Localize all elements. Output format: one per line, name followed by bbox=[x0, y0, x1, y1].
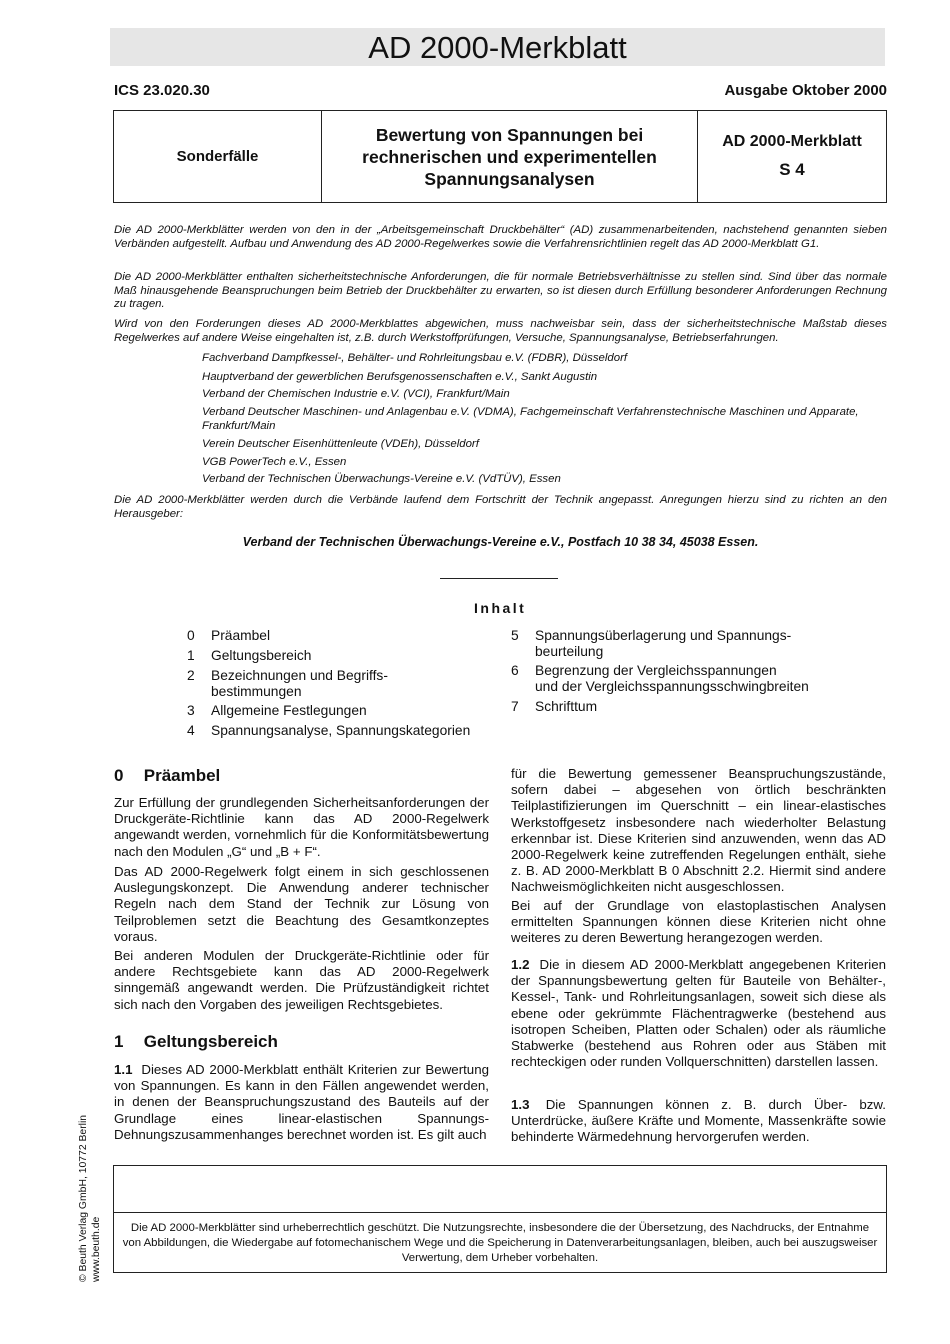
association-item: Fachverband Dampfkessel-, Behälter- und Rohrleitungsbau e.V. (FDBR), Düsseldorf bbox=[202, 352, 628, 364]
toc-entry-number: 2 bbox=[187, 668, 195, 683]
section-title: Präambel bbox=[143, 766, 221, 785]
footer-box bbox=[113, 1165, 887, 1273]
section-number: 0 bbox=[114, 766, 124, 785]
toc-entry-number: 6 bbox=[511, 663, 519, 678]
toc-entry[interactable] bbox=[511, 663, 845, 695]
paragraph-number: 1.3 bbox=[511, 1097, 530, 1112]
paragraph-text: Dieses AD 2000-Merkblatt enthält Kriterien zur Bewertung von Spannungen. Es kann in den Fällen angewendet werden, in denen der Beanspruchungszustand des Bauteils auf der Grundlage eines linear-elastischen Spannungs-Dehnungszusammenhanges berechnet worden ist. Es gilt auch bbox=[114, 1062, 489, 1142]
edition-date: Ausgabe Oktober 2000 bbox=[724, 82, 887, 99]
toc-entry[interactable] bbox=[187, 648, 511, 664]
association-item: VGB PowerTech e.V., Essen bbox=[202, 456, 347, 468]
intro-paragraph-3: Wird von den Forderungen dieses AD 2000-Merkblattes abgewichen, muss nachweisbar sein, dass der sicherheitstechnische Maßstab dieses Regelwerkes auf andere Weise eingehalten ist, z.B. durch Werkstoffprüfungen, Versuche, Spannungsanalyse, Betriebserfahrungen. bbox=[114, 318, 887, 344]
paragraph-text: Die Spannungen können z. B. durch Über- bzw. Unterdrücke, äußere Kräfte und Momente, Massenkräfte sowie behinderte Wärmedehnung hervorgerufen werden. bbox=[511, 1097, 886, 1145]
document-title: AD 2000-Merkblatt bbox=[368, 30, 627, 65]
toc-entry-title: Begrenzung der Vergleichsspannungen und der Vergleichsspannungsschwingbreiten bbox=[535, 663, 809, 694]
toc-entry[interactable] bbox=[187, 703, 511, 719]
toc-entry-number: 1 bbox=[187, 648, 195, 663]
association-item: Verein Deutscher Eisenhüttenleute (VDEh), Düsseldorf bbox=[202, 438, 479, 450]
intro-paragraph-4: Die AD 2000-Merkblätter werden durch die Verbände laufend dem Fortschritt der Technik angepasst. Anregungen hierzu sind zu richten an den Herausgeber: bbox=[114, 494, 887, 520]
preamble-paragraph-2: Das AD 2000-Regelwerk folgt einem in sich geschlossenen Auslegungskonzept. Die Anwendung anderer technischer Regeln nach dem Stand der Technik zur Lösung von Teilproblemen setzt die Beachtung des Gesamtkonzeptes voraus. bbox=[114, 864, 489, 944]
sheet-id-cell bbox=[698, 111, 886, 202]
category-cell bbox=[114, 111, 322, 202]
section-number: 1 bbox=[114, 1032, 124, 1051]
toc-title: Inhalt bbox=[474, 600, 527, 616]
scope-paragraph-1-2 bbox=[511, 957, 886, 1070]
copyright-notice: Die AD 2000-Merkblätter sind urheberrechtlich geschützt. Die Nutzungsrechte, insbesondere die der Übersetzung, des Nachdrucks, der Entnahme von Abbildungen, die Wiedergabe auf fotomechanischem Wege und die Speicherung in Datenverarbeitungsanlagen, bleiben, auch bei auszugsweiser Verwertung, dem Urheber vorbehalten. bbox=[122, 1222, 878, 1264]
association-item: Verband Deutscher Maschinen- und Anlagenbau e.V. (VDMA), Fachgemeinschaft Verfahrenstechnische Maschinen und Apparate, Frankfurt/Main bbox=[202, 406, 859, 432]
toc-entry-title: Präambel bbox=[211, 628, 271, 643]
association-item: Verband der Technischen Überwachungs-Vereine e.V. (VdTÜV), Essen bbox=[202, 473, 561, 485]
publisher-website: www.beuth.de bbox=[90, 1216, 102, 1282]
publisher-credit: © Beuth Verlag GmbH, 10772 Berlin bbox=[78, 1114, 89, 1282]
toc-entry[interactable] bbox=[511, 699, 835, 715]
toc-entry-number: 3 bbox=[187, 703, 195, 718]
section-title: Geltungsbereich bbox=[143, 1032, 278, 1051]
toc-entry[interactable] bbox=[187, 628, 511, 644]
preamble-paragraph-3: Bei anderen Modulen der Druckgeräte-Richtlinie oder für andere Rechtsgebiete kann das AD 2000-Regelwerk sinngemäß angewandt werden. Die Prüfzuständigkeit richtet sich nach den Vorgaben des jeweiligen Rechtsgebietes. bbox=[114, 948, 489, 1012]
toc-entry-number: 7 bbox=[511, 699, 519, 714]
toc-right-column bbox=[511, 628, 851, 718]
section-heading-scope bbox=[114, 1032, 278, 1052]
intro-paragraph-1: Die AD 2000-Merkblätter werden von den in der „Arbeitsgemeinschaft Druckbehälter“ (AD) zusammenarbeitenden, nachstehend genannten sieben Verbänden aufgestellt. Aufbau und Anwendung des AD 2000-Regelwerkes sowie die Verfahrensrichtlinien regelt das AD 2000-Merkblatt G1. bbox=[114, 224, 887, 250]
paragraph-text: Die in diesem AD 2000-Merkblatt angegebenen Kriterien der Spannungsbewertung gelten für Bauteile von Behälter-, Kessel-, Tank- und Rohrleitungsanlagen, soweit sich diese als ebene oder gekrümmte Flächentragwerke (bestehend aus isotropen Scheiben, Platten oder Schalen) oder als räumliche Stabwerke (bestehend aus Rohren oder aus Stäben mit rechteckigen oder runden Vollquerschnitten) darstellen lassen. bbox=[511, 957, 886, 1070]
footer-divider bbox=[114, 1212, 886, 1213]
toc-entry-title: Spannungsüberlagerung und Spannungs- beurteilung bbox=[535, 628, 792, 659]
publisher-address: Verband der Technischen Überwachungs-Vereine e.V., Postfach 10 38 34, 45038 Essen. bbox=[242, 535, 759, 549]
toc-entry[interactable] bbox=[511, 628, 845, 660]
section-heading-preamble bbox=[114, 766, 220, 786]
toc-entry-title: Bezeichnungen und Begriffs- bestimmungen bbox=[211, 668, 388, 699]
scope-paragraph-1-1-continued: für die Bewertung gemessener Beanspruchungszustände, sofern dabei – abgesehen von örtlich beschränkten Teilplastifizierungen im Querschnitt – ein linear-elastisches Werkstoffgesetz insbesondere nach wiederholter Belastung erkennbar ist. Diese Kriterien sind anzuwenden, wenn das AD 2000-Regelwerk keine zutreffenden Regelungen enthält, siehe z. B. AD 2000-Merkblatt B 0 Abschnitt 2.2. Hiermit sind andere Nachweismöglichkeiten nicht ausgeschlossen. bbox=[511, 766, 886, 895]
paragraph-number: 1.1 bbox=[114, 1062, 133, 1077]
toc-left-column bbox=[187, 628, 507, 743]
association-item: Verband der Chemischen Industrie e.V. (VCI), Frankfurt/Main bbox=[202, 388, 510, 400]
subject-line-3: Spannungsanalysen bbox=[424, 168, 595, 189]
toc-entry[interactable] bbox=[187, 668, 511, 700]
category-label: Sonderfälle bbox=[176, 148, 259, 165]
toc-entry-number: 0 bbox=[187, 628, 195, 643]
title-box bbox=[113, 110, 887, 203]
toc-entry-title: Spannungsanalyse, Spannungskategorien bbox=[211, 723, 471, 738]
subject-cell bbox=[322, 111, 698, 202]
toc-entry-title: Allgemeine Festlegungen bbox=[211, 703, 367, 718]
toc-entry-number: 5 bbox=[511, 628, 519, 643]
ics-code: ICS 23.020.30 bbox=[114, 82, 210, 99]
toc-entry-title: Schrifttum bbox=[535, 699, 598, 714]
scope-paragraph-1-3 bbox=[511, 1097, 886, 1146]
toc-entry-title: Geltungsbereich bbox=[211, 648, 312, 663]
intro-paragraph-2: Die AD 2000-Merkblätter enthalten sicherheitstechnische Anforderungen, die für normale Betriebsverhältnisse zu stellen sind. Sind über das normale Maß hinausgehende Beanspruchungen beim Betrieb der Druckbehälter zu erwarten, so ist diesen durch Erfüllung besonderer Anforderungen Rechnung zu tragen. bbox=[114, 271, 887, 310]
subject-line-2: rechnerischen und experimentellen bbox=[362, 146, 657, 167]
series-label: AD 2000-Merkblatt bbox=[722, 133, 862, 150]
preamble-paragraph-1: Zur Erfüllung der grundlegenden Sicherheitsanforderungen der Druckgeräte-Richtlinie kann das AD 2000-Regelwerk angewandt werden, vornehmlich für die Konformitätsbewertung nach den Modulen „G“ und „B + F“. bbox=[114, 795, 489, 859]
scope-paragraph-1-1 bbox=[114, 1062, 489, 1143]
separator-rule bbox=[440, 578, 558, 579]
toc-entry-number: 4 bbox=[187, 723, 195, 738]
subject-line-1: Bewertung von Spannungen bei bbox=[375, 124, 644, 145]
paragraph-number: 1.2 bbox=[511, 957, 530, 972]
association-item: Hauptverband der gewerblichen Berufsgenossenschaften e.V., Sankt Augustin bbox=[202, 371, 598, 383]
toc-entry[interactable] bbox=[187, 723, 511, 739]
scope-paragraph-1-1-b: Bei auf der Grundlage von elastoplastischen Analysen ermittelten Spannungen können diese Kriterien nicht ohne weiteres zu deren Bewertung herangezogen werden. bbox=[511, 898, 886, 946]
sheet-number: S 4 bbox=[779, 160, 805, 179]
